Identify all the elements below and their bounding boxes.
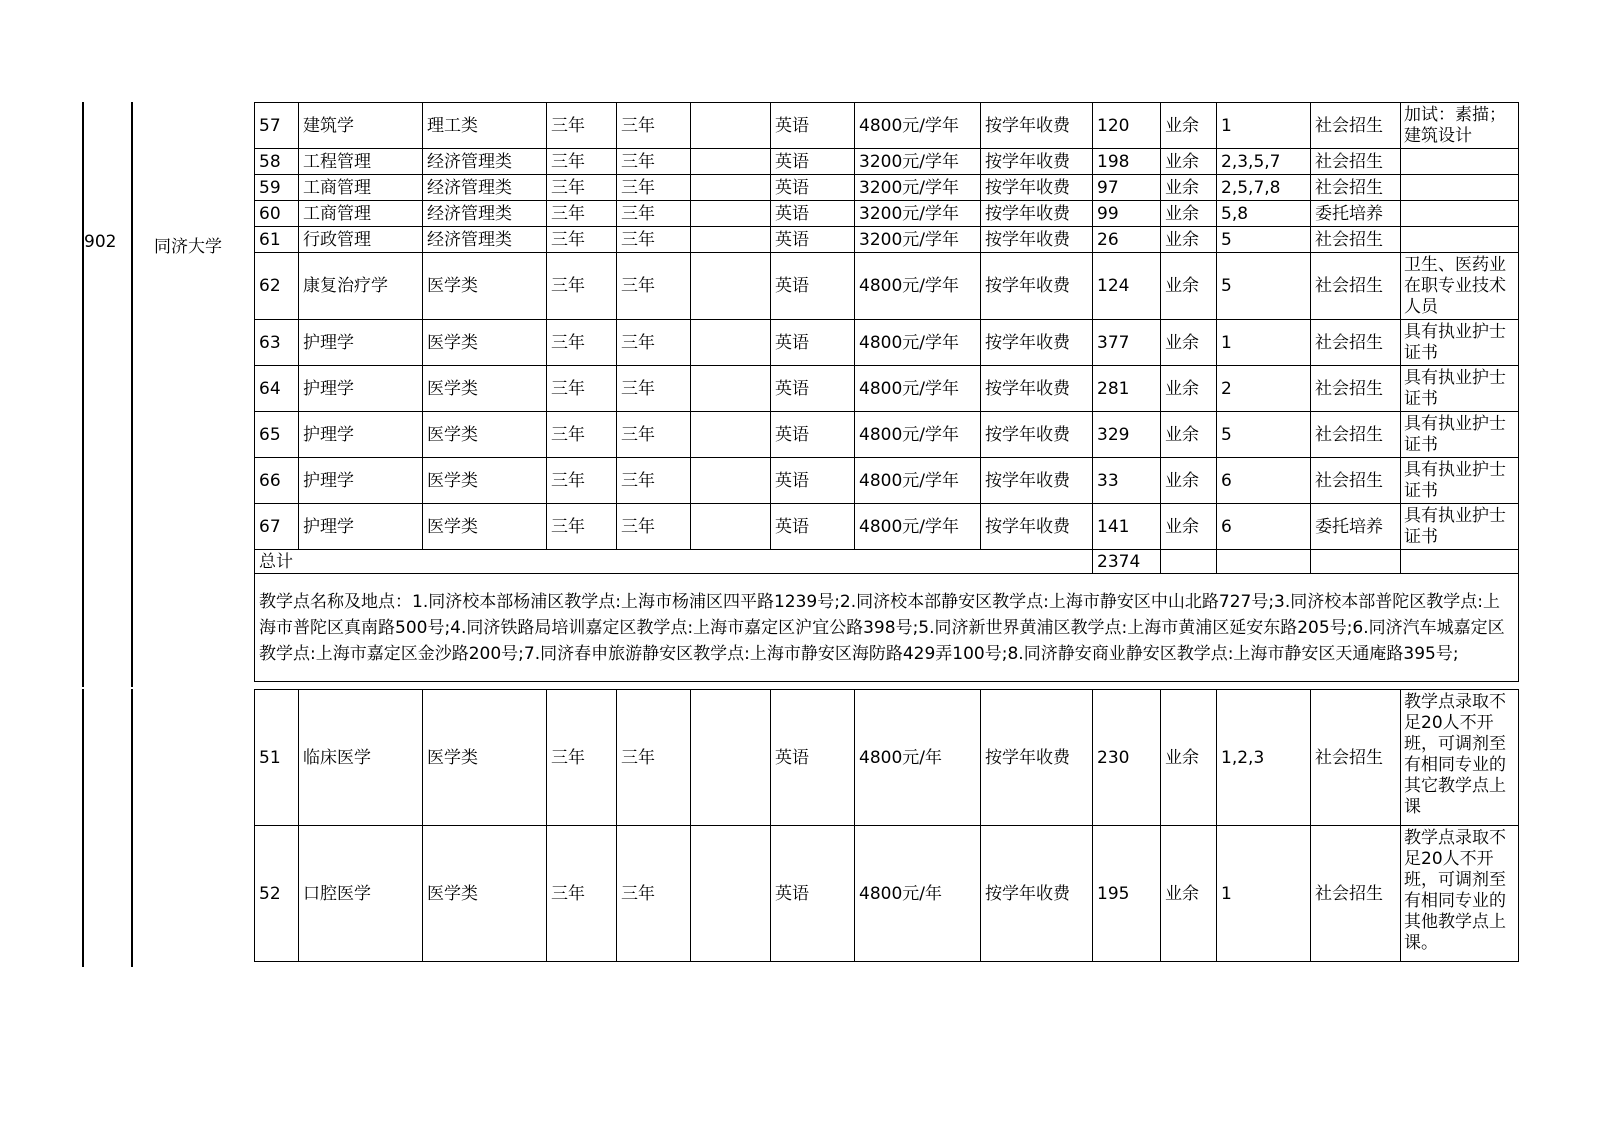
major-category: 经济管理类 [423,149,547,175]
empty-cell [691,458,771,504]
remark [1401,175,1519,201]
table-row [255,690,1519,826]
school-code: 902 [84,232,117,252]
enrollment-source: 社会招生 [1311,320,1401,366]
row-number: 61 [255,227,299,253]
table-row [255,103,1519,149]
teaching-sites: 2,5,7,8 [1217,175,1311,201]
remark: 教学点录取不足20人不开班，可调剂至有相同专业的其他教学点上课。 [1401,826,1519,962]
major-name: 建筑学 [299,103,423,149]
major-name: 康复治疗学 [299,253,423,320]
major-category: 医学类 [423,458,547,504]
teaching-sites-note: 教学点名称及地点：1.同济校本部杨浦区教学点:上海市杨浦区四平路1239号;2.同济校本部静安区教学点:上海市静安区中山北路727号;3.同济校本部普陀区教学点:上海市普陀区真南路500号;4.同济铁路局培训嘉定区教学点:上海市嘉定区沪宜公路398号;5.同济新世界黄浦区教学点:上海市黄浦区延安东路205号;6.同济汽车城嘉定区教学点:上海市嘉定区金沙路200号;7.同济春申旅游静安区教学点:上海市静安区海防路429弄100号;8.同济静安商业静安区教学点:上海市静安区天通庵路395号; [255,574,1519,682]
enrollment-plan: 26 [1093,227,1161,253]
study-length: 三年 [617,504,691,550]
teaching-sites: 2,3,5,7 [1217,149,1311,175]
teaching-sites: 5 [1217,412,1311,458]
fee-method: 按学年收费 [981,826,1093,962]
study-length: 三年 [617,253,691,320]
teaching-sites: 6 [1217,458,1311,504]
table-row [255,504,1519,550]
tuition-fee: 4800元/学年 [855,103,981,149]
study-form: 业余 [1161,412,1217,458]
major-category: 经济管理类 [423,227,547,253]
tuition-fee: 3200元/学年 [855,175,981,201]
fee-method: 按学年收费 [981,253,1093,320]
major-category: 经济管理类 [423,175,547,201]
enrollment-plan: 281 [1093,366,1161,412]
major-category: 医学类 [423,690,547,826]
enrollment-table-lower [254,689,1519,962]
total-row [255,550,1519,574]
exam-language: 英语 [771,253,855,320]
tuition-fee: 3200元/学年 [855,149,981,175]
study-duration: 三年 [547,366,617,412]
study-duration: 三年 [547,253,617,320]
major-name: 护理学 [299,366,423,412]
row-number: 66 [255,458,299,504]
remark [1401,201,1519,227]
remark: 教学点录取不足20人不开班，可调剂至有相同专业的其它教学点上课 [1401,690,1519,826]
fee-method: 按学年收费 [981,175,1093,201]
major-name: 口腔医学 [299,826,423,962]
fee-method: 按学年收费 [981,201,1093,227]
enrollment-plan: 99 [1093,201,1161,227]
exam-language: 英语 [771,103,855,149]
major-category: 医学类 [423,412,547,458]
tuition-fee: 4800元/年 [855,826,981,962]
remark: 具有执业护士证书 [1401,366,1519,412]
exam-language: 英语 [771,366,855,412]
remark: 具有执业护士证书 [1401,412,1519,458]
table-row [255,366,1519,412]
table-row [255,253,1519,320]
enrollment-plan: 198 [1093,149,1161,175]
table-row [255,175,1519,201]
total-value: 2374 [1093,550,1161,574]
study-length: 三年 [617,320,691,366]
enrollment-source: 委托培养 [1311,201,1401,227]
row-number: 62 [255,253,299,320]
table-row [255,412,1519,458]
table-row [255,149,1519,175]
enrollment-source: 社会招生 [1311,175,1401,201]
enrollment-plan: 329 [1093,412,1161,458]
major-name: 工商管理 [299,201,423,227]
major-category: 医学类 [423,826,547,962]
exam-language: 英语 [771,175,855,201]
exam-language: 英语 [771,227,855,253]
remark: 具有执业护士证书 [1401,458,1519,504]
study-form: 业余 [1161,103,1217,149]
study-length: 三年 [617,366,691,412]
major-name: 护理学 [299,458,423,504]
enrollment-source: 社会招生 [1311,458,1401,504]
table-row [255,201,1519,227]
enrollment-plan: 195 [1093,826,1161,962]
teaching-sites-note-row [255,574,1519,682]
total-label: 总计 [255,550,1093,574]
enrollment-plan: 33 [1093,458,1161,504]
empty-cell [691,320,771,366]
enrollment-source: 社会招生 [1311,366,1401,412]
row-number: 57 [255,103,299,149]
study-duration: 三年 [547,458,617,504]
enrollment-source: 社会招生 [1311,103,1401,149]
row-number: 59 [255,175,299,201]
empty-cell [691,826,771,962]
study-form: 业余 [1161,320,1217,366]
row-number: 65 [255,412,299,458]
teaching-sites: 2 [1217,366,1311,412]
enrollment-source: 社会招生 [1311,690,1401,826]
study-length: 三年 [617,690,691,826]
tuition-fee: 4800元/学年 [855,366,981,412]
exam-language: 英语 [771,690,855,826]
study-duration: 三年 [547,201,617,227]
exam-language: 英语 [771,458,855,504]
enrollment-source: 社会招生 [1311,826,1401,962]
empty-cell [1311,550,1401,574]
remark: 加试：素描；建筑设计 [1401,103,1519,149]
enrollment-source: 社会招生 [1311,253,1401,320]
empty-cell [691,366,771,412]
exam-language: 英语 [771,412,855,458]
empty-cell [691,504,771,550]
remark: 具有执业护士证书 [1401,504,1519,550]
study-length: 三年 [617,227,691,253]
table-row [255,227,1519,253]
major-category: 医学类 [423,320,547,366]
study-form: 业余 [1161,458,1217,504]
study-duration: 三年 [547,149,617,175]
fee-method: 按学年收费 [981,458,1093,504]
empty-cell [691,253,771,320]
major-name: 护理学 [299,504,423,550]
fee-method: 按学年收费 [981,690,1093,826]
row-number: 51 [255,690,299,826]
major-category: 经济管理类 [423,201,547,227]
remark [1401,149,1519,175]
study-duration: 三年 [547,412,617,458]
major-name: 护理学 [299,412,423,458]
study-length: 三年 [617,201,691,227]
row-number: 58 [255,149,299,175]
fee-method: 按学年收费 [981,412,1093,458]
study-length: 三年 [617,458,691,504]
exam-language: 英语 [771,504,855,550]
enrollment-source: 委托培养 [1311,504,1401,550]
study-length: 三年 [617,149,691,175]
study-form: 业余 [1161,227,1217,253]
table-row [255,320,1519,366]
empty-cell [691,175,771,201]
remark [1401,227,1519,253]
fee-method: 按学年收费 [981,366,1093,412]
exam-language: 英语 [771,320,855,366]
tuition-fee: 4800元/学年 [855,504,981,550]
empty-cell [691,103,771,149]
fee-method: 按学年收费 [981,227,1093,253]
teaching-sites: 5,8 [1217,201,1311,227]
remark: 具有执业护士证书 [1401,320,1519,366]
tuition-fee: 3200元/学年 [855,227,981,253]
row-number: 52 [255,826,299,962]
study-duration: 三年 [547,504,617,550]
empty-cell [1217,550,1311,574]
empty-cell [691,690,771,826]
teaching-sites: 6 [1217,504,1311,550]
enrollment-plan: 97 [1093,175,1161,201]
fee-method: 按学年收费 [981,103,1093,149]
tuition-fee: 4800元/年 [855,690,981,826]
empty-cell [691,412,771,458]
tuition-fee: 4800元/学年 [855,253,981,320]
study-form: 业余 [1161,175,1217,201]
study-duration: 三年 [547,320,617,366]
empty-cell [1401,550,1519,574]
row-number: 64 [255,366,299,412]
study-form: 业余 [1161,149,1217,175]
fee-method: 按学年收费 [981,320,1093,366]
left-border-line [131,102,133,687]
enrollment-source: 社会招生 [1311,149,1401,175]
study-form: 业余 [1161,826,1217,962]
tuition-fee: 4800元/学年 [855,320,981,366]
empty-cell [691,201,771,227]
major-name: 行政管理 [299,227,423,253]
empty-cell [691,149,771,175]
row-number: 67 [255,504,299,550]
study-form: 业余 [1161,366,1217,412]
row-number: 63 [255,320,299,366]
major-name: 护理学 [299,320,423,366]
exam-language: 英语 [771,826,855,962]
study-form: 业余 [1161,504,1217,550]
major-name: 工商管理 [299,175,423,201]
tuition-fee: 3200元/学年 [855,201,981,227]
study-form: 业余 [1161,201,1217,227]
study-duration: 三年 [547,175,617,201]
enrollment-source: 社会招生 [1311,227,1401,253]
major-category: 医学类 [423,504,547,550]
enrollment-source: 社会招生 [1311,412,1401,458]
teaching-sites: 1 [1217,826,1311,962]
exam-language: 英语 [771,201,855,227]
school-name: 同济大学 [154,237,222,257]
enrollment-plan: 124 [1093,253,1161,320]
empty-cell [691,227,771,253]
study-duration: 三年 [547,690,617,826]
enrollment-plan: 120 [1093,103,1161,149]
study-length: 三年 [617,103,691,149]
enrollment-plan: 230 [1093,690,1161,826]
fee-method: 按学年收费 [981,504,1093,550]
row-number: 60 [255,201,299,227]
table-row [255,826,1519,962]
left-border-line [131,689,133,967]
left-border-line [82,689,84,967]
study-length: 三年 [617,175,691,201]
major-name: 临床医学 [299,690,423,826]
enrollment-plan: 141 [1093,504,1161,550]
empty-cell [1161,550,1217,574]
tuition-fee: 4800元/学年 [855,412,981,458]
table-row [255,458,1519,504]
left-border-line [82,102,84,687]
teaching-sites: 5 [1217,253,1311,320]
major-category: 理工类 [423,103,547,149]
study-form: 业余 [1161,690,1217,826]
enrollment-plan: 377 [1093,320,1161,366]
study-duration: 三年 [547,227,617,253]
study-length: 三年 [617,826,691,962]
enrollment-table-upper [254,102,1519,682]
study-duration: 三年 [547,103,617,149]
study-length: 三年 [617,412,691,458]
teaching-sites: 1,2,3 [1217,690,1311,826]
study-form: 业余 [1161,253,1217,320]
teaching-sites: 1 [1217,103,1311,149]
teaching-sites: 1 [1217,320,1311,366]
study-duration: 三年 [547,826,617,962]
fee-method: 按学年收费 [981,149,1093,175]
remark: 卫生、医药业在职专业技术人员 [1401,253,1519,320]
major-category: 医学类 [423,366,547,412]
major-name: 工程管理 [299,149,423,175]
tuition-fee: 4800元/学年 [855,458,981,504]
teaching-sites: 5 [1217,227,1311,253]
major-category: 医学类 [423,253,547,320]
exam-language: 英语 [771,149,855,175]
